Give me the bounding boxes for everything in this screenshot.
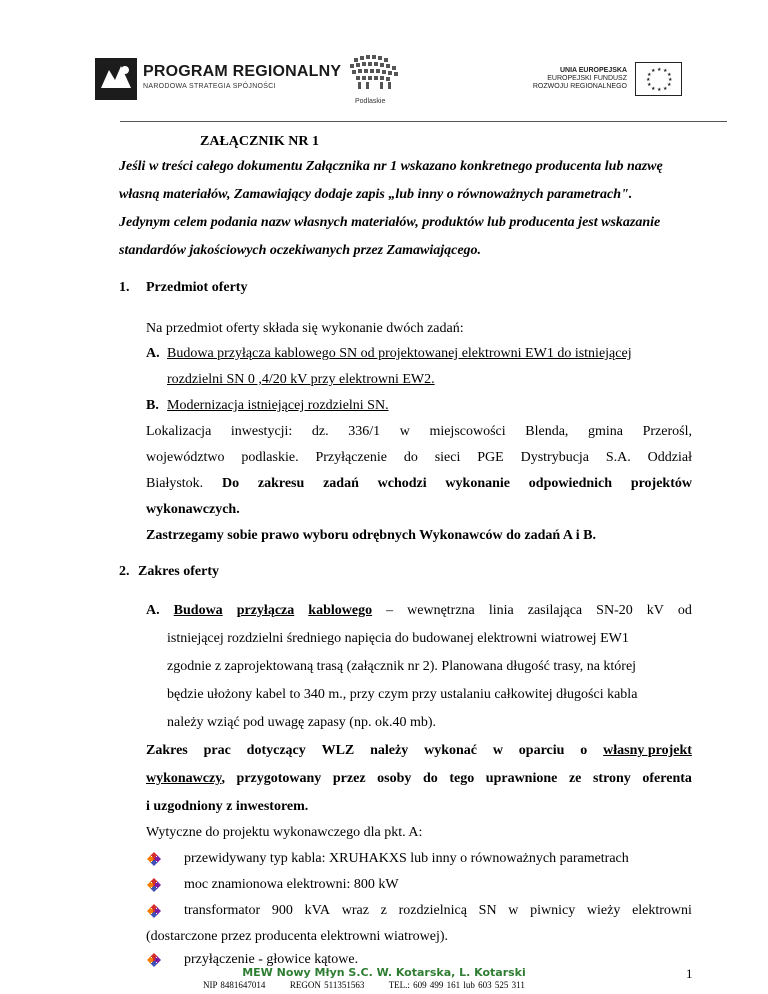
- svg-text:★: ★: [663, 86, 668, 92]
- scope-a-line-5: należy wziąć pod uwagę zapasy (np. ok.40 mb).: [167, 715, 437, 730]
- eu-line-3: ROZWOJU REGIONALNEGO: [532, 83, 627, 90]
- word: zasilająca: [527, 603, 583, 618]
- intro-line-3: Jedynym celem podania nazw własnych materiałów, produktów lub producenta jest wskazanie: [119, 215, 661, 230]
- word: przyłącza: [236, 603, 295, 618]
- bullet-4-text: przyłączenie - głowice kątowe.: [184, 952, 359, 967]
- bullet-3-continuation: (dostarczone przez producenta elektrowni wiatrowej).: [146, 929, 449, 944]
- word: miejscowości: [429, 424, 506, 439]
- svg-text:★: ★: [657, 87, 662, 93]
- arrow-bullet-icon: [146, 903, 162, 919]
- word: zakresu: [257, 476, 305, 491]
- word: A.: [146, 603, 160, 618]
- section-1-heading: Przedmiot oferty: [146, 280, 248, 295]
- word: 336/1: [348, 424, 381, 439]
- program-title: PROGRAM REGIONALNY: [143, 63, 342, 80]
- word: w: [508, 903, 519, 918]
- word: 900: [271, 903, 293, 918]
- word: gmina: [588, 424, 623, 439]
- word: S.A.: [605, 450, 631, 465]
- word: Zakres: [146, 743, 188, 758]
- scope-a-line-3: zgodnie z zaprojektowaną trasą (załącznik nr 2). Planowana długość trasy, na której: [167, 659, 637, 674]
- location-line-2: [146, 450, 692, 466]
- own-project-link-cont: wykonawczy: [146, 771, 222, 786]
- svg-text:★: ★: [657, 67, 662, 73]
- word: oparciu: [518, 743, 565, 758]
- word: zadań: [323, 476, 359, 491]
- word: Białystok.: [146, 476, 204, 491]
- word: do: [422, 771, 438, 786]
- item-b-text: Modernizacja istniejącej rozdzielni SN.: [167, 398, 389, 413]
- word: tego: [449, 771, 475, 786]
- word: ,: [221, 771, 225, 786]
- word: WLZ: [321, 743, 355, 758]
- word: do: [403, 450, 418, 465]
- word: Blenda,: [525, 424, 569, 439]
- word: wieży: [586, 903, 621, 918]
- word: wykonanie: [445, 476, 510, 491]
- word: linia: [488, 603, 514, 618]
- word: podlaskie.: [241, 450, 299, 465]
- intro-line-1: Jeśli w treści całego dokumentu Załącznika nr 1 wskazano konkretnego producenta lub nazwę: [119, 159, 663, 174]
- wlz-line-2: [146, 771, 692, 787]
- section-2-heading: Zakres oferty: [138, 564, 219, 579]
- word: inwestycji:: [230, 424, 293, 439]
- location-line-3: [146, 476, 692, 492]
- location-line-4: wykonawczych.: [146, 502, 240, 517]
- section-1-number: 1.: [119, 280, 130, 295]
- word: prac: [203, 743, 231, 758]
- svg-text:★: ★: [651, 86, 656, 92]
- svg-text:★: ★: [646, 77, 651, 83]
- footer-company: MEW Nowy Młyn S.C. W. Kotarska, L. Kotarski: [242, 966, 526, 979]
- location-line-1: [146, 424, 692, 440]
- svg-text:★: ★: [647, 72, 652, 78]
- word: odpowiednich: [528, 476, 613, 491]
- item-a-letter: A.: [146, 346, 160, 361]
- word: należy: [370, 743, 409, 758]
- word: kablowego: [308, 603, 373, 618]
- word: wewnętrzna: [407, 603, 475, 618]
- eu-flag-icon: [635, 62, 682, 96]
- item-a-line-2: rozdzielni SN 0 ,4/20 kV przy elektrowni EW2.: [167, 372, 435, 387]
- word: kV: [646, 603, 664, 618]
- word: elektrowni: [632, 903, 692, 918]
- eu-line-2: EUROPEJSKI FUNDUSZ: [547, 75, 627, 82]
- word: projektów: [630, 476, 692, 491]
- word: Do: [221, 476, 240, 491]
- wlz-line-1: [146, 743, 692, 759]
- word: piwnicy: [530, 903, 576, 918]
- section-2-number: 2.: [119, 564, 130, 579]
- word: oferenta: [642, 771, 692, 786]
- footer-regon: REGON 511351563: [289, 980, 365, 990]
- podlaskie-label: Podlaskie: [355, 98, 386, 105]
- word: Budowa: [173, 603, 223, 618]
- word: transformator: [184, 903, 261, 918]
- scope-a-line-1: [146, 603, 692, 619]
- podlaskie-bison-logo: [340, 50, 410, 105]
- eu-fund-text: [527, 67, 627, 91]
- word: wchodzi: [377, 476, 427, 491]
- program-regionalny-logo: [95, 58, 137, 100]
- header-logos: [95, 55, 685, 105]
- word: w: [399, 424, 410, 439]
- footer-tel: TEL.: 609 499 161 lub 603 525 311: [388, 980, 525, 990]
- item-a-line-1: Budowa przyłącza kablowego SN od projektowanej elektrowni EW1 do istniejącej: [167, 346, 632, 361]
- svg-text:★: ★: [663, 68, 668, 74]
- word: osoby: [377, 771, 412, 786]
- guidelines-heading: Wytyczne do projektu wykonawczego dla pkt. A:: [146, 825, 423, 840]
- program-subtitle: NARODOWA STRATEGIA SPÓJNOŚCI: [143, 83, 276, 90]
- word: kVA: [304, 903, 331, 918]
- word: z: [380, 903, 387, 918]
- svg-text:★: ★: [668, 77, 673, 83]
- word: strony: [592, 771, 631, 786]
- word: wraz: [341, 903, 369, 918]
- word: w: [492, 743, 503, 758]
- svg-text:★: ★: [667, 72, 672, 78]
- arrow-bullet-icon: [146, 877, 162, 893]
- word: dotyczący: [246, 743, 306, 758]
- bullet-3-text: [184, 903, 692, 919]
- word: Lokalizacja: [146, 424, 212, 439]
- arrow-bullet-icon: [146, 851, 162, 867]
- wlz-line-3: i uzgodniony z inwestorem.: [146, 799, 309, 814]
- document-title: ZAŁĄCZNIK NR 1: [200, 134, 320, 149]
- bullet-2-text: moc znamionowa elektrowni: 800 kW: [184, 877, 399, 892]
- word: sieci: [434, 450, 461, 465]
- word: SN-20: [596, 603, 633, 618]
- word: przez: [332, 771, 366, 786]
- word: –: [386, 603, 394, 618]
- header-divider: [120, 121, 727, 122]
- word: Dystrybucja: [520, 450, 590, 465]
- word: uprawnione: [485, 771, 558, 786]
- footer-nip: NIP 8481647014: [203, 980, 266, 990]
- word: rozdzielnicą: [398, 903, 467, 918]
- word: wykonać: [424, 743, 477, 758]
- svg-text:★: ★: [647, 82, 652, 88]
- own-project-link: własny projekt: [603, 743, 692, 758]
- page-number: 1: [686, 966, 693, 981]
- reserve-statement: Zastrzegamy sobie prawo wyboru odrębnych Wykonawców do zadań A i B.: [146, 528, 596, 543]
- footer-contact: [203, 980, 525, 990]
- word: Oddział: [647, 450, 692, 465]
- scope-a-line-4: będzie ułożony kabel to 340 m., przy czym przy ustalaniu całkowitej długości kabla: [167, 687, 638, 702]
- eu-line-1: UNIA EUROPEJSKA: [559, 67, 627, 74]
- word: ze: [568, 771, 582, 786]
- bullet-1-text: przewidywany typ kabla: XRUHAKXS lub inny o równoważnych parametrach: [184, 851, 629, 866]
- word: Przyłączenie: [315, 450, 387, 465]
- svg-text:★: ★: [651, 68, 656, 74]
- intro-line-2: własną materiałów, Zamawiający dodaje zapis „lub inny o równoważnych parametrach".: [119, 187, 633, 202]
- word: SN: [478, 903, 497, 918]
- word: PGE: [477, 450, 504, 465]
- svg-text:★: ★: [667, 82, 672, 88]
- intro-line-4: standardów jakościowych oczekiwanych przez Zamawiającego.: [119, 243, 482, 258]
- word: dz.: [311, 424, 329, 439]
- word: województwo: [146, 450, 225, 465]
- word: przygotowany: [236, 771, 322, 786]
- word: o: [580, 743, 588, 758]
- section-1-lead: Na przedmiot oferty składa się wykonanie dwóch zadań:: [146, 321, 464, 336]
- word: Przerośl,: [642, 424, 692, 439]
- scope-a-line-2: istniejącej rozdzielni średniego napięcia do budowanej elektrowni wiatrowej EW1: [167, 631, 629, 646]
- program-regionalny-text: [143, 63, 341, 90]
- word: od: [677, 603, 692, 618]
- item-b-letter: B.: [146, 398, 159, 413]
